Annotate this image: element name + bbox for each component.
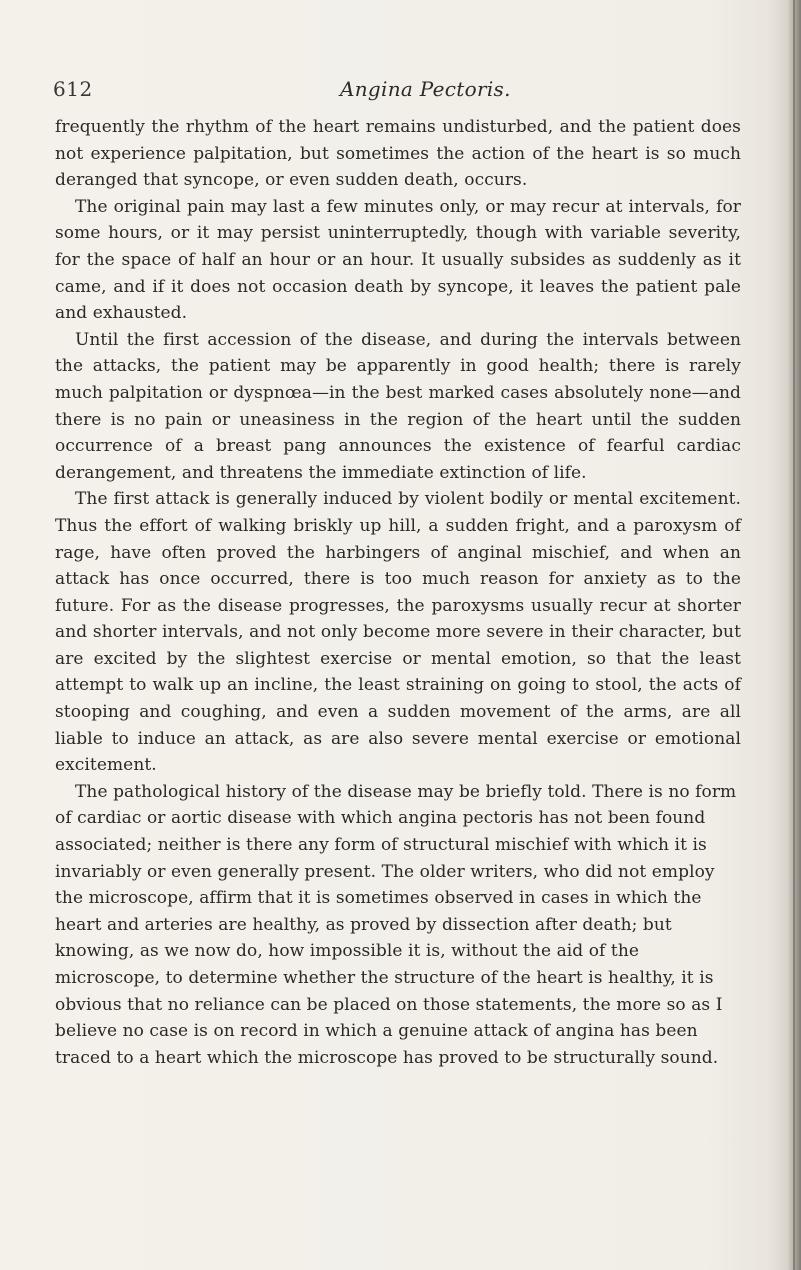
page-edge-line: [793, 0, 795, 1270]
page-number: 612: [53, 77, 93, 101]
paragraph-first-attack: The first attack is generally induced by violent bodily or mental excitement. Thus the effort of walking briskly up hill, a sudden fright, and a paroxysm of rage, have often proved the harbingers of anginal mischief, and when an attack has once occurred, there is too much reason for anxiety as to the future. For as the disease progresses, the paroxysms usually recur at shorter and shorter intervals, and not only become more severe in their character, but are excited by the slightest exercise or mental emotion, so that the least attempt to walk up an incline, the least straining on going to stool, the acts of stooping and coughing, and even a sudden movement of the arms, are all liable to induce an attack, as are also severe mental exercise or emotional excitement.: [55, 489, 741, 776]
paragraph-first-accession: Until the first accession of the disease, and during the intervals between the attacks, the patient may be apparently in good health; there is rarely much palpitation or dyspnœa—in the best marked cases absolutely none—and there is no pain or uneasiness in the region of the heart until the sudden occurrence of a breast pang announces the existence of fearful cardiac derangement, and threatens the immediate extinction of life.: [55, 329, 741, 483]
paragraph-original-pain: The original pain may last a few minutes only, or may recur at intervals, for some hours, or it may persist uninterruptedly, though with variable severity, for the space of half an hour or an hour. It usually subsides as suddenly as it came, and if it does not occasion death by syncope, it leaves the patient pale and exhausted.: [55, 196, 741, 324]
running-title: Angina Pectoris.: [340, 77, 511, 101]
paragraph-pathological-history: The pathological history of the disease may be briefly told. There is no form of cardiac or aortic disease with which angina pectoris has not been found associated; neither is there any form of structural mischief with which it is invariably or even generally present. The older writers, who did not employ the microscope, affirm that it is sometimes observed in cases in which the heart and arteries are healthy, as proved by dissection after death; but knowing, as we now do, how impossible it is, without the aid of the microscope, to determine whether the structure of the heart is healthy, it is obvious that no reliance can be placed on those statements, the more so as I believe no case is on record in which a genuine attack of angina has been traced to a heart which the microscope has proved to be structurally sound.: [55, 781, 737, 1068]
paragraph-continuation: frequently the rhythm of the heart remains undisturbed, and the patient does not experience palpitation, but sometimes the action of the heart is so much deranged that syncope, or even sudden death, occurs.: [55, 117, 741, 191]
body-text: [55, 114, 741, 1071]
